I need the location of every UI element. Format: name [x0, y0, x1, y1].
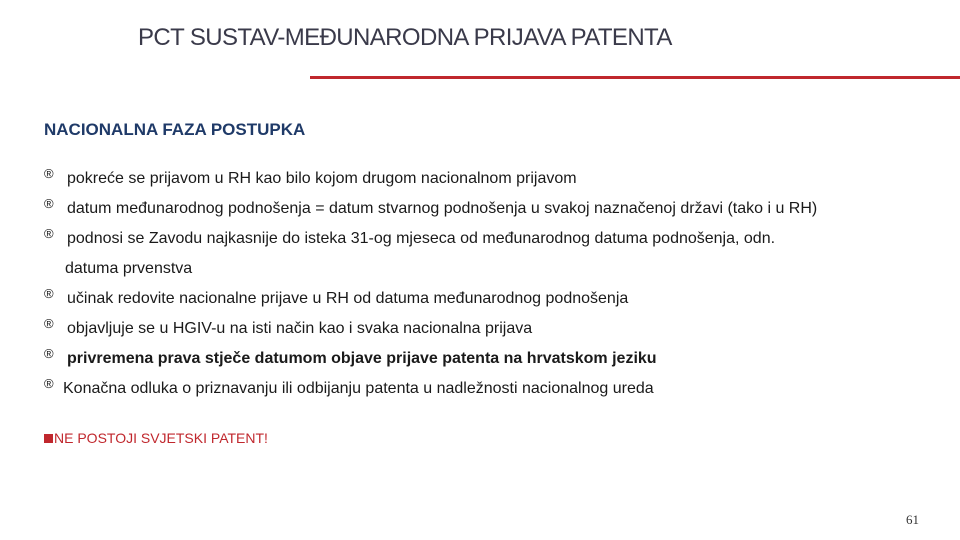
list-item	[44, 344, 944, 374]
registered-mark-icon: ®	[44, 346, 54, 361]
registered-mark-icon: ®	[44, 226, 54, 241]
square-bullet-icon	[44, 434, 53, 443]
page-number: 61	[906, 512, 919, 527]
bullet-text: učinak redovite nacionalne prijave u RH od datuma međunarodnog podnošenja	[67, 290, 629, 307]
list-item	[44, 284, 944, 314]
bullet-text: podnosi se Zavodu najkasnije do isteka 31-og mjeseca od međunarodnog datuma podnošenja, odn.	[67, 230, 776, 247]
section-heading: NACIONALNA FAZA POSTUPKA	[44, 120, 306, 139]
note-text: NE POSTOJI SVJETSKI PATENT!	[54, 430, 268, 446]
list-item-continuation	[44, 254, 944, 284]
registered-mark-icon: ®	[44, 286, 54, 301]
bullet-list	[44, 164, 944, 404]
bullet-text: datuma prvenstva	[65, 260, 193, 277]
bullet-text: datum međunarodnog podnošenja = datum stvarnog podnošenja u svakoj naznačenoj državi (tako i u RH)	[67, 200, 818, 217]
title-underline	[310, 76, 960, 79]
registered-mark-icon: ®	[44, 166, 54, 181]
bullet-text: Konačna odluka o priznavanju ili odbijanju patenta u nadležnosti nacionalnog ureda	[63, 380, 654, 397]
list-item	[44, 164, 944, 194]
list-item	[44, 374, 944, 404]
note-callout	[44, 430, 268, 446]
list-item	[44, 224, 944, 254]
bullet-text: privremena prava stječe datumom objave prijave patenta na hrvatskom jeziku	[67, 350, 657, 367]
registered-mark-icon: ®	[44, 316, 54, 331]
registered-mark-icon: ®	[44, 376, 54, 391]
list-item	[44, 314, 944, 344]
list-item	[44, 194, 944, 224]
slide-title: PCT SUSTAV-MEĐUNARODNA PRIJAVA PATENTA	[138, 24, 672, 51]
bullet-text: objavljuje se u HGIV-u na isti način kao i svaka nacionalna prijava	[67, 320, 533, 337]
bullet-text: pokreće se prijavom u RH kao bilo kojom drugom nacionalnom prijavom	[67, 170, 577, 187]
registered-mark-icon: ®	[44, 196, 54, 211]
